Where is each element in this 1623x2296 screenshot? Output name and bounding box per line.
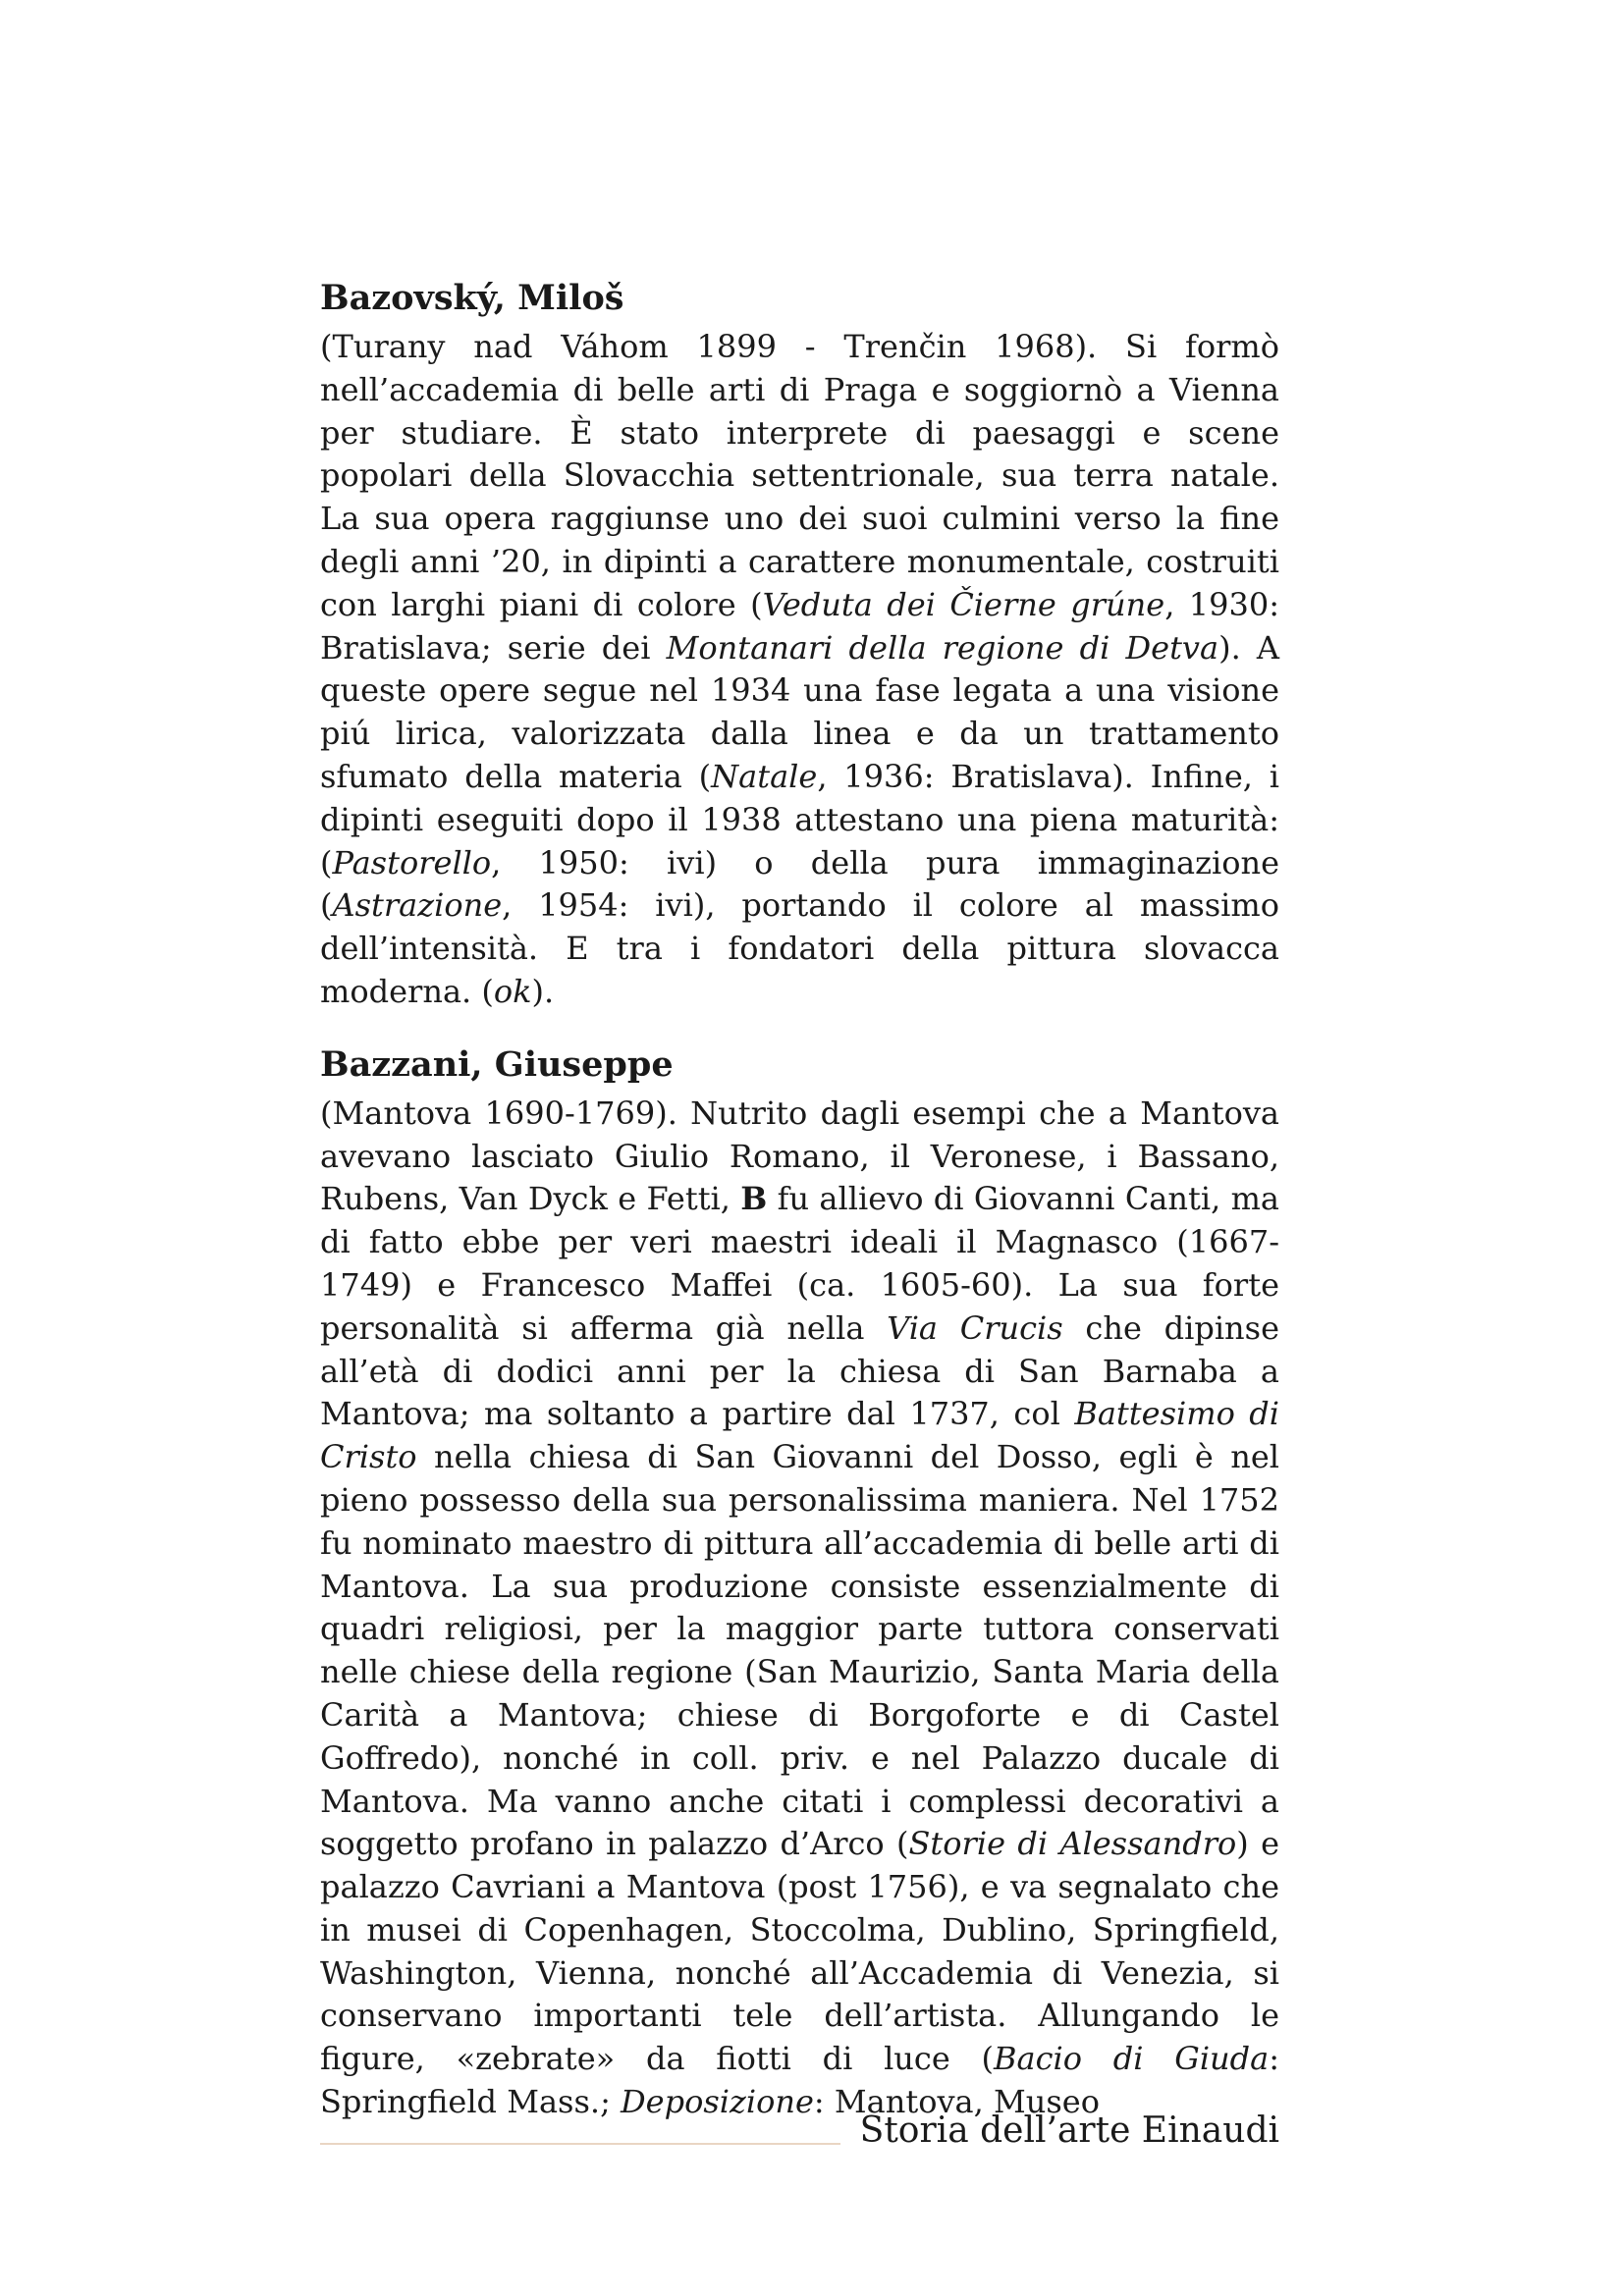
author-initials: ok — [493, 972, 532, 1010]
text-segment: : Springfield Mass.; — [320, 2040, 1280, 2121]
italic-title: Deposizione — [621, 2083, 814, 2121]
italic-title: Battesimo di Cristo — [320, 1395, 1280, 1476]
text-segment: nella chiesa di San Giovanni del Dosso, egli è nel pieno possesso della sua personalissima maniera. Nel 1752 fu nominato maestro di pittura all’accademia di belle arti di Mantova. La sua produzione consiste essenzialmente di quadri religiosi, per la maggior parte tuttora conservati nelle chiese della regione (San Maurizio, Santa Maria della Carità a Mantova; chiese di Borgoforte e di Castel Goffredo), nonché in coll. priv. e nel Palazzo ducale di Mantova. Ma vanno anche citati i complessi decorativi a soggetto profano in palazzo d’Arco ( — [320, 1438, 1279, 1863]
text-segment: fu allievo di Giovanni Canti, ma di fatto ebbe per veri maestri ideali il Magnasco (1667-1749) e Francesco Maffei (ca. 1605-60). La sua forte personalità si afferma già nella — [320, 1180, 1280, 1347]
italic-title: Bacio di Giuda — [994, 2040, 1270, 2078]
text-segment: ). — [531, 972, 555, 1010]
text-segment: che dipinse all’età di dodici anni per la chiesa di San Barnaba a Mantova; ma soltanto a partire dal 1737, col — [320, 1308, 1280, 1433]
italic-title: Natale — [711, 757, 818, 795]
text-segment: , 1936: Bratislava). Infine, i dipinti eseguiti dopo il 1938 attestano una piena maturità: ( — [320, 757, 1280, 881]
footer-label: Storia dell’arte Einaudi — [859, 2110, 1279, 2151]
entry-bazzani — [320, 1043, 1279, 2124]
footer-rule — [320, 2143, 840, 2145]
text-segment: (Turany nad Váhom 1899 - Trenčin 1968). Si formò nell’accademia di belle arti di Praga e soggiornò a Vienna per studiare. È stato interprete di paesaggi e scene popolari della Slovacchia settentrionale, sua terra natale. La sua opera raggiunse uno dei suoi culmini verso la fine degli anni ’20, in dipinti a carattere monumentale, costruiti con larghi piani di colore ( — [320, 328, 1279, 623]
entry-text — [320, 326, 1279, 1014]
text-segment: : Mantova, Museo — [813, 2083, 1100, 2121]
entry-title: Bazovský, Miloš — [320, 278, 624, 318]
entry-title: Bazzani, Giuseppe — [320, 1043, 674, 1085]
italic-title: Montanari della regione di Detva — [666, 628, 1219, 667]
italic-title: Astrazione — [332, 886, 503, 925]
italic-title: Pastorello — [332, 843, 492, 881]
text-segment: (Mantova 1690-1769). Nutrito dagli esempi che a Mantova avevano lasciato Giulio Romano, il Veronese, i Bassano, Rubens, Van Dyck e Fetti, — [320, 1094, 1279, 1218]
page-body — [320, 277, 1279, 2154]
text-segment: ) e palazzo Cavriani a Mantova (post 1756), e va segnalato che in musei di Copenhagen, Stoccolma, Dublino, Springfield, Washington, Vienna, nonché all’Accademia di Venezia, si conservano importanti tele dell’artista. Allungando le figure, «zebrate» da fiotti di luce ( — [320, 1825, 1279, 2078]
italic-title: Via Crucis — [887, 1308, 1063, 1347]
text-segment: , 1930: Bratislava; serie dei — [320, 585, 1280, 667]
page-footer — [320, 2102, 1279, 2161]
text-segment: , 1950: ivi) o della pura immaginazione ( — [320, 843, 1279, 925]
text-segment: , 1954: ivi), portando il colore al massimo dell’intensità. E tra i fondatori della pittura slovacca moderna. ( — [320, 886, 1279, 1010]
text-segment: ). A queste opere segue nel 1934 una fase legata a una visione piú lirica, valorizzata dalla linea e da un trattamento sfumato della materia ( — [320, 628, 1280, 795]
entry-bazovsky — [320, 277, 1279, 1014]
entry-text — [320, 1093, 1279, 2124]
italic-title: Veduta dei Čierne grúne — [762, 585, 1165, 623]
italic-title: Storie di Alessandro — [908, 1825, 1237, 1863]
bold-abbreviation: B — [740, 1180, 768, 1218]
